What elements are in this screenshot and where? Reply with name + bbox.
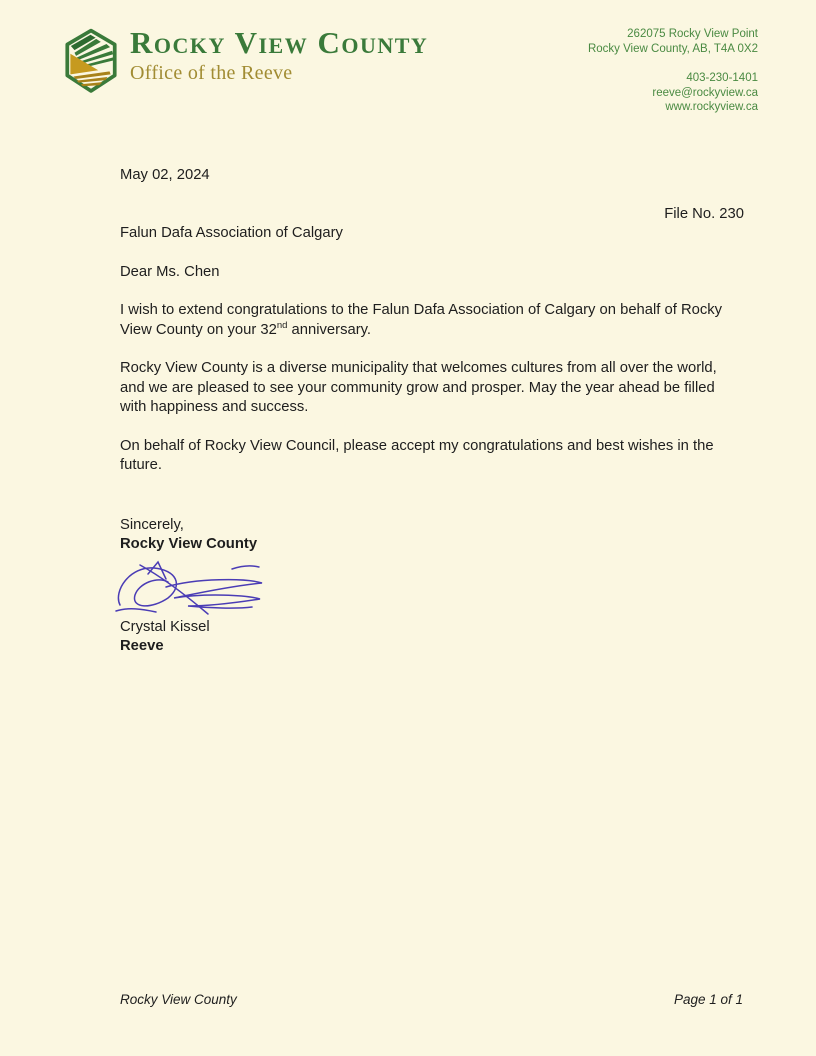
header-address-block [588,27,758,115]
recipient-name: Falun Dafa Association of Calgary [120,225,343,241]
ordinal-superscript: nd [276,319,288,331]
paragraph-3: On behalf of Rocky View Council, please accept my congratulations and best wishes in the future. [120,437,714,473]
footer-page-number: Page 1 of 1 [673,992,743,1007]
closing: Sincerely, [120,516,184,533]
signer-name: Crystal Kissel [120,618,210,635]
address-line1: 262075 Rocky View Point [627,28,758,40]
handwritten-signature [110,557,744,617]
paragraph-1 [120,301,744,340]
letter-body [120,166,744,657]
file-number: File No. 230 [664,205,744,222]
org-title: Rocky View County [130,25,429,60]
page-footer [120,992,743,1007]
footer-org-name: Rocky View County [120,992,237,1007]
paragraph-1-text: I wish to extend congratulations to the Falun Dafa Association of Calgary on behalf of Rocky View County on your 32 [120,302,723,338]
letter-date: May 02, 2024 [120,167,210,183]
salutation: Dear Ms. Chen [120,263,220,280]
org-department: Office of the Reeve [130,62,293,85]
paragraph-2: Rocky View County is a diverse municipality that welcomes cultures from all over the world, and we are pleased to see your community grow and prosper. May the year ahead be filled with happiness and success. [120,360,717,415]
org-logo [62,28,120,99]
phone-number: 403-230-1401 [686,72,758,84]
website-url: www.rockyview.ca [665,101,758,113]
signature-icon [110,557,290,617]
paragraph-1-tail: anniversary. [287,321,372,338]
hexagon-fields-logo-icon [62,28,120,94]
address-line2: Rocky View County, AB, T4A 0X2 [587,42,758,55]
closing-organization: Rocky View County [120,536,258,552]
signer-title: Reeve [120,638,164,654]
email-address: reeve@rockyview.ca [652,86,758,99]
